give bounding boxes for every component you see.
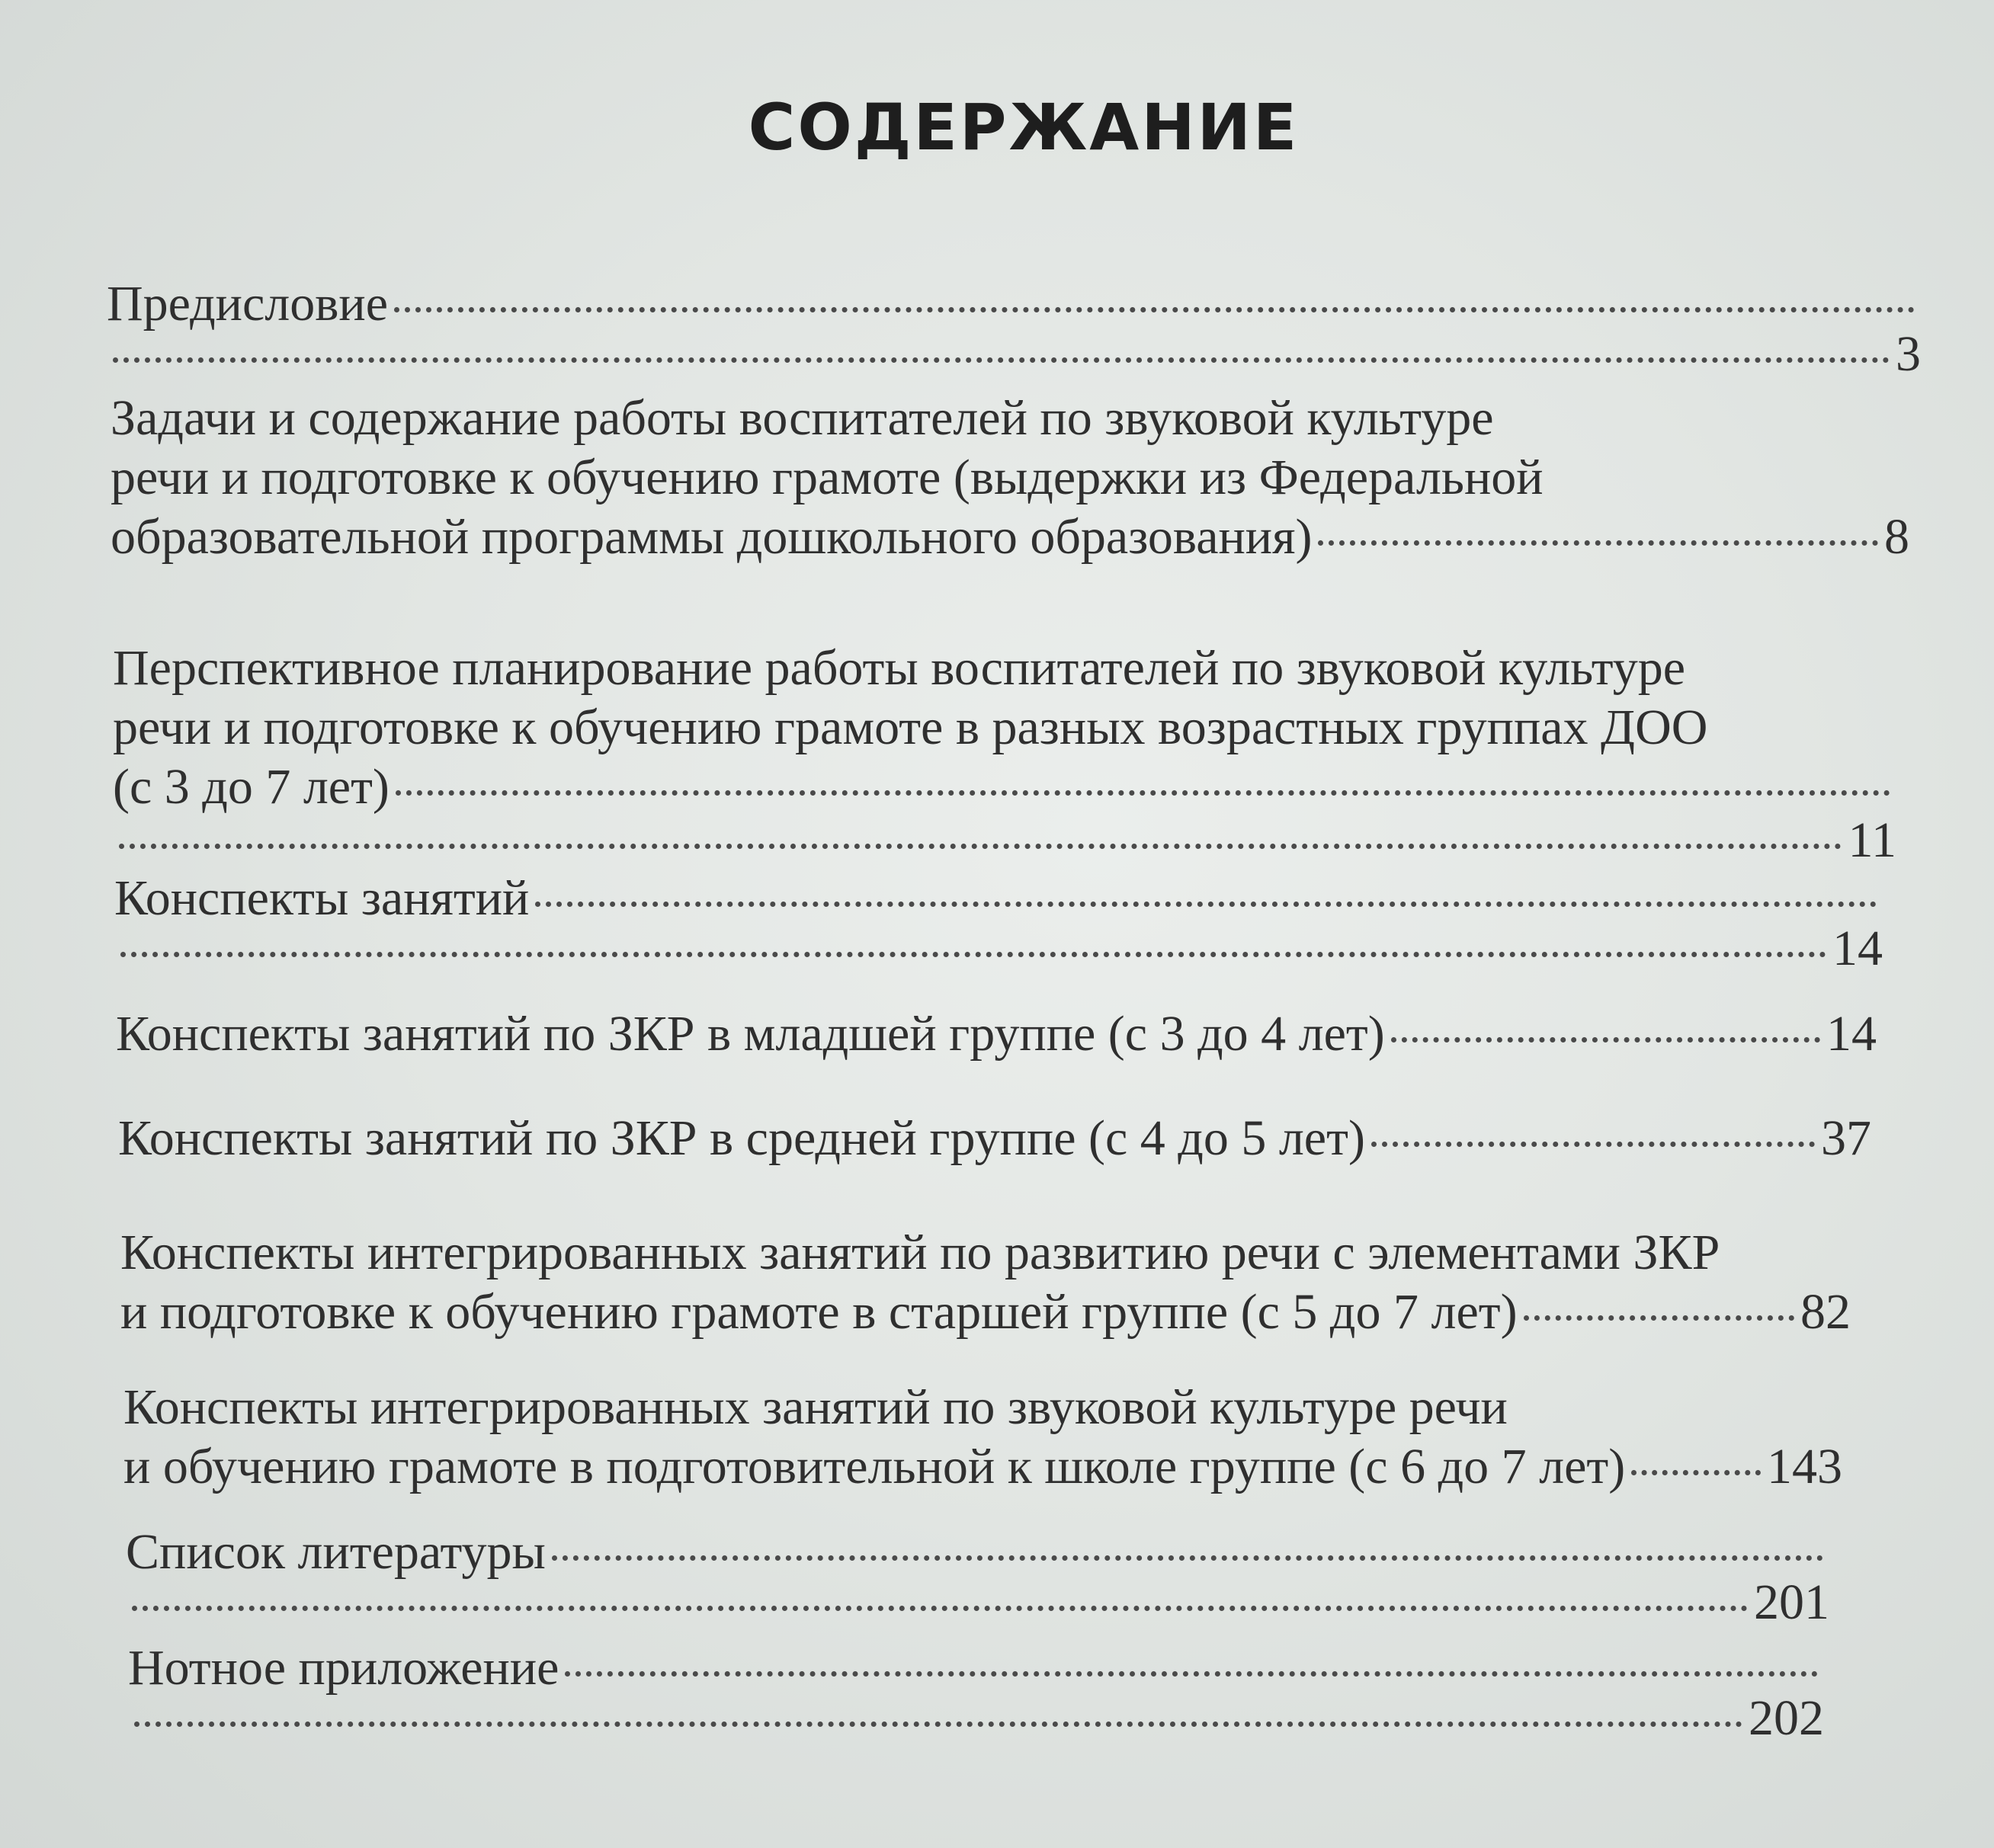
toc-entry-line: Конспекты интегрированных занятий по развитию речи с элементами ЗКР: [120, 1225, 1720, 1280]
toc-entry-preface: [107, 274, 1921, 384]
toc-entry-title: Предисловие: [107, 276, 388, 331]
dot-leader: [535, 902, 1877, 907]
toc-entry-title: Нотное приложение: [128, 1640, 559, 1696]
dot-leader: [1524, 1315, 1794, 1321]
toc-entry-line: Задачи и содержание работы воспитателей по звуковой культуре: [111, 390, 1494, 446]
toc-page-number: 143: [1767, 1439, 1842, 1494]
toc-entry-title: Список литературы: [126, 1524, 546, 1580]
dot-leader: [396, 790, 1890, 796]
toc-entry-junior-group: [116, 1004, 1877, 1064]
toc-page-number: 82: [1800, 1284, 1851, 1340]
toc-entry-line: Конспекты занятий по ЗКР в средней группе (с 4 до 5 лет): [118, 1110, 1365, 1166]
toc-entry-bibliography: [126, 1523, 1829, 1632]
toc-entry-sheet-music-appendix: [128, 1638, 1824, 1748]
toc-entry-line: образовательной программы дошкольного образования): [111, 509, 1313, 565]
toc-entry-tasks: [111, 389, 1909, 567]
toc-title: СОДЕРЖАНИЕ: [748, 90, 1300, 165]
toc-entry-preparatory-group: [123, 1378, 1842, 1497]
dot-leader: [134, 1721, 1742, 1727]
dot-leader: [120, 952, 1826, 957]
dot-leader: [1391, 1037, 1820, 1043]
toc-entry-line: речи и подготовке к обучению грамоте (выдержки из Федеральной: [111, 450, 1544, 505]
toc-entry-middle-group: [118, 1109, 1871, 1168]
dot-leader: [1371, 1142, 1815, 1147]
toc-page-number: 8: [1884, 509, 1909, 565]
dot-leader: [1631, 1470, 1761, 1475]
toc-page-number: 14: [1826, 1006, 1877, 1062]
toc-entry-line: речи и подготовке к обучению грамоте в разных возрастных группах ДОО: [113, 700, 1708, 755]
toc-page-number: 37: [1821, 1110, 1871, 1166]
toc-entry-title: Конспекты занятий: [114, 870, 530, 926]
dot-leader: [394, 307, 1915, 312]
dot-leader: [113, 357, 1890, 363]
toc-entry-line: Перспективное планирование работы воспитателей по звуковой культуре: [113, 640, 1685, 696]
dot-leader: [119, 844, 1842, 849]
toc-entry-line: Конспекты занятий по ЗКР в младшей группе (с 3 до 4 лет): [116, 1006, 1385, 1062]
toc-entry-line: (с 3 до 7 лет): [113, 759, 390, 815]
toc-page-number: 11: [1848, 812, 1896, 868]
toc-page-number: 201: [1754, 1574, 1829, 1630]
toc-entry-line: и подготовке к обучению грамоте в старшей группе (с 5 до 7 лет): [120, 1284, 1518, 1340]
dot-leader: [1318, 540, 1878, 546]
toc-entry-planning: [113, 639, 1896, 870]
dot-leader: [565, 1671, 1818, 1677]
toc-page-number: 14: [1832, 921, 1883, 976]
toc-page-number: 3: [1896, 326, 1921, 382]
toc-entry-senior-group: [120, 1223, 1851, 1342]
dot-leader: [552, 1555, 1823, 1561]
toc-page-number: 202: [1749, 1690, 1824, 1746]
toc-entry-line: и обучению грамоте в подготовительной к школе группе (с 6 до 7 лет): [123, 1439, 1626, 1494]
toc-entry-line: Конспекты интегрированных занятий по звуковой культуре речи: [123, 1379, 1508, 1435]
toc-entry-lesson-notes: [114, 869, 1883, 978]
dot-leader: [132, 1606, 1748, 1611]
